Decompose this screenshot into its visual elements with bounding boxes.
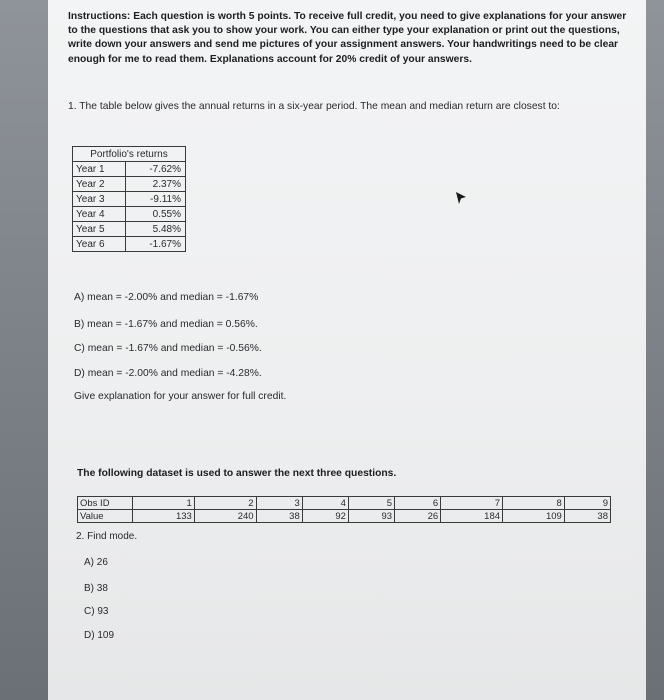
dataset-intro: The following dataset is used to answer the next three questions. bbox=[77, 468, 397, 479]
mouse-pointer-icon bbox=[455, 191, 467, 205]
table-row bbox=[78, 497, 611, 510]
q1-option-a: A) mean = -2.00% and median = -1.67% bbox=[74, 292, 259, 303]
return-cell: -9.11% bbox=[126, 192, 186, 207]
value-cell: 38 bbox=[256, 510, 302, 523]
value-label: Value bbox=[78, 510, 133, 523]
value-cell: 38 bbox=[564, 510, 610, 523]
obs-id-cell: 6 bbox=[395, 497, 441, 510]
return-cell: 0.55% bbox=[126, 207, 186, 222]
q2-option-a: A) 26 bbox=[84, 557, 108, 568]
q1-option-c: C) mean = -1.67% and median = -0.56%. bbox=[74, 343, 262, 354]
q2-option-d: D) 109 bbox=[84, 630, 115, 641]
return-cell: -1.67% bbox=[126, 237, 186, 252]
table-row bbox=[73, 177, 186, 192]
obs-id-cell: 4 bbox=[302, 497, 348, 510]
q2-option-c: C) 93 bbox=[84, 606, 109, 617]
dataset-table bbox=[77, 496, 611, 523]
year-cell: Year 4 bbox=[73, 207, 126, 222]
question-1-prompt: 1. The table below gives the annual returns in a six-year period. The mean and median return are closest to: bbox=[68, 101, 560, 112]
obs-id-cell: 3 bbox=[256, 497, 302, 510]
value-cell: 109 bbox=[503, 510, 565, 523]
return-cell: 5.48% bbox=[126, 222, 186, 237]
table-row bbox=[73, 207, 186, 222]
year-cell: Year 2 bbox=[73, 177, 126, 192]
year-cell: Year 6 bbox=[73, 237, 126, 252]
table-row bbox=[73, 192, 186, 207]
table-row bbox=[73, 222, 186, 237]
assignment-page bbox=[48, 0, 646, 700]
return-cell: -7.62% bbox=[126, 162, 186, 177]
portfolio-returns-table bbox=[72, 146, 186, 252]
obs-id-cell: 9 bbox=[564, 497, 610, 510]
explanation-note: Give explanation for your answer for full credit. bbox=[74, 391, 287, 402]
value-cell: 133 bbox=[133, 510, 195, 523]
table-row bbox=[78, 510, 611, 523]
table-row bbox=[73, 147, 186, 162]
table-title: Portfolio's returns bbox=[73, 147, 186, 162]
year-cell: Year 3 bbox=[73, 192, 126, 207]
value-cell: 26 bbox=[395, 510, 441, 523]
obs-id-cell: 2 bbox=[194, 497, 256, 510]
question-2-prompt: 2. Find mode. bbox=[76, 531, 138, 542]
q1-option-d: D) mean = -2.00% and median = -4.28%. bbox=[74, 368, 262, 379]
obs-id-cell: 8 bbox=[503, 497, 565, 510]
table-row bbox=[73, 162, 186, 177]
value-cell: 93 bbox=[348, 510, 394, 523]
return-cell: 2.37% bbox=[126, 177, 186, 192]
value-cell: 92 bbox=[302, 510, 348, 523]
instructions-text: Instructions: Each question is worth 5 points. To receive full credit, you need to give explanations for your answer to the questions that ask you to show your work. You can either type your explanation or print out the questions, write down your answers and send me pictures of your assignment answers. Your handwritings need to be clear enough for me to read them. Explanations account for 20% credit of your answers. bbox=[68, 11, 627, 65]
obs-id-cell: 5 bbox=[348, 497, 394, 510]
q2-option-b: B) 38 bbox=[84, 583, 108, 594]
obs-id-cell: 7 bbox=[441, 497, 503, 510]
value-cell: 240 bbox=[194, 510, 256, 523]
year-cell: Year 1 bbox=[73, 162, 126, 177]
obs-id-label: Obs ID bbox=[78, 497, 133, 510]
year-cell: Year 5 bbox=[73, 222, 126, 237]
q1-option-b: B) mean = -1.67% and median = 0.56%. bbox=[74, 319, 258, 330]
value-cell: 184 bbox=[441, 510, 503, 523]
obs-id-cell: 1 bbox=[133, 497, 195, 510]
table-row bbox=[73, 237, 186, 252]
